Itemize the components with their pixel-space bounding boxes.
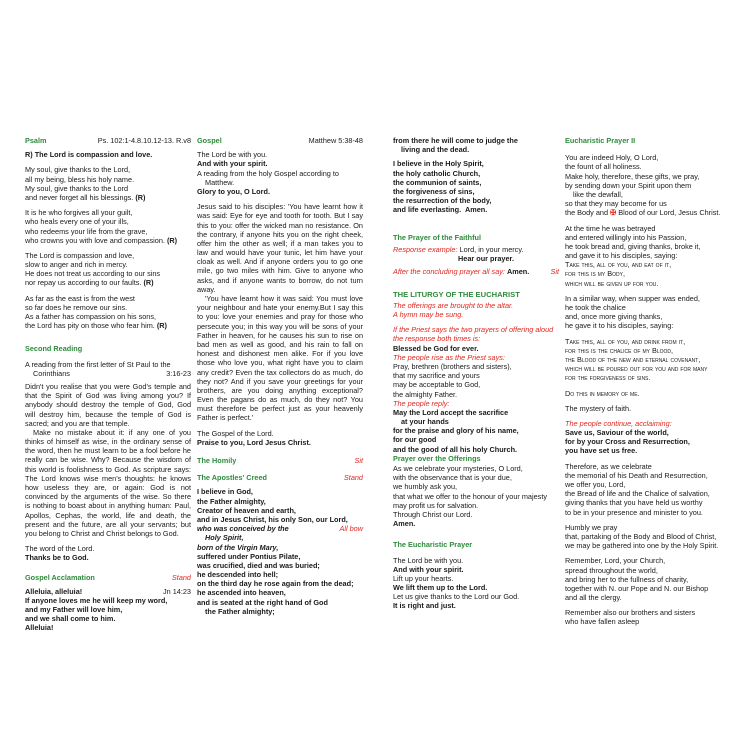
ep2-consecration-bread: Take this, all of you, and eat of it, for this is my Body, which will be given up for you. <box>565 260 672 288</box>
psalm-header <box>25 136 191 145</box>
ep2-p5: Humbly we pray that, partaking of the Body and Blood of Christ, we may be gathered into one by the Holy Spirit. <box>565 522 719 551</box>
ep2-p7: Remember also our brothers and sisters who have fallen asleep <box>565 608 696 627</box>
eucharist-liturgy-section <box>393 290 559 528</box>
stand-rubric: Stand <box>343 473 363 483</box>
sit-rubric: Sit <box>354 456 363 465</box>
second-reading-close: The word of the Lord. Thanks be to God. <box>25 544 95 563</box>
gospel-p1: Jesus said to his disciples: 'You have learnt how it was said: Eye for eye and tooth for tooth. But I say this to you: offer the wicked man no resistance. On the contrary, if anyone hits you on the right cheek, offer him the other as well; if a man takes you to law and would have your tunic, let him have your cloak as well. And if anyone orders you to go one mile, go two miles with him. Give to anyone who asks, and if anyone wants to borrow, do not turn away. <box>197 202 363 294</box>
second-reading-section <box>25 344 191 562</box>
ep2-p2: At the time he was betrayed and entered willingly into his Passion, he took bread and, giving thanks, broke it, and gave it to his disciples, saying: <box>565 223 701 261</box>
ep2-p4: Therefore, as we celebrate the memorial of his Death and Resurrection, we offer you, Lord, the Bread of life and the Chalice of salvation, giving thanks that you have held us worthy to be in your presence and minister to you. <box>565 461 710 517</box>
creed-header <box>197 473 363 482</box>
eucharistic-prayer-title: The Eucharistic Prayer <box>393 540 473 550</box>
faithful-section <box>393 233 559 277</box>
second-reading-p1: Didn't you realise that you were God's temple and that the Spirit of God was living among you? If anybody should destroy the temple of God, God will destroy him, because the temple of God is sacred; and you are that temple. <box>25 381 191 428</box>
gospel-p2: 'You have learnt how it was said: You must love your neighbour and hate your enemy.But I say this to you: love your enemies and pray for those who persecute you; in this way you will be sons of your Father in heaven, for he causes his sun to rise on bad men as well as good, and his rain to fall on honest and dishonest men alike. For if you love those who love you, what right have you to claim any credit? Even the tax collectors do as much, do they not? And if you save your greetings for your brothers, are you doing anything exceptional? Even the pagans do as much, do they not? You must therefore be perfect just as your heavenly Father is perfect.' <box>197 294 363 423</box>
cross-icon: ✠ <box>610 208 617 218</box>
psalm-title: Psalm <box>25 136 47 145</box>
homily-title: The Homily <box>197 456 237 465</box>
gospel-acclamation-title: Gospel Acclamation <box>25 572 95 582</box>
eucharistic-prayer-ii-title: Eucharistic Prayer II <box>565 136 636 145</box>
second-reading-intro: A reading from the first letter of St Paul to the Corinthians 3:16-23 <box>25 359 191 378</box>
ep2-p1: You are indeed Holy, O Lord, the fount of all holiness. Make holy, therefore, these gifts, we pray, by sending down your Spirit upon them like the dewfall, so that they may become for us the Body and ✠ Blood of our Lord, Jesus Christ. <box>565 153 721 218</box>
ep2-p3: In a similar way, when supper was ended, he took the chalice and, once more giving thanks, he gave it to his disciples, saying: <box>565 293 700 331</box>
psalm-stanza-2: It is he who forgives all your guilt, who heals every one of your ills, who redeems your life from the grave, who crowns you with love and compassion. (R) <box>25 208 178 245</box>
ep2-memory: Do this in memory of me. <box>565 388 640 398</box>
offering-response: If the Priest says the two prayers of offering aloud the response both times is: Blessed be God for ever. The people rise as the Priest says: Pray, brethren (brothers and sisters), that my sacrifice and yours may be acceptable to God, the almighty Father. The people reply: May the Lord accept the sacrifice at your hands for the praise and glory of his name, for our good and the good of all his holy Church. <box>393 325 554 454</box>
sit-rubric: Sit <box>550 267 559 277</box>
psalm-stanza-1: My soul, give thanks to the Lord, all my being, bless his holy name. My soul, give thanks to the Lord and never forget all his blessings. (R) <box>25 165 146 202</box>
gospel-close: The Gospel of the Lord. Praise to you, Lord Jesus Christ. <box>197 428 311 447</box>
offerings-rubric: The offerings are brought to the altar. A hymn may be sung. <box>393 300 514 319</box>
psalm-ref: Ps. 102:1-4.8.10.12-13. R.v8 <box>97 136 191 145</box>
column-2 <box>197 136 363 622</box>
stand-rubric: Stand <box>171 572 191 582</box>
gospel-header <box>197 136 363 145</box>
all-bow-rubric: All bow <box>339 524 363 534</box>
gospel-acclamation-section <box>25 573 191 633</box>
eucharistic-prayer-dialogue: The Lord be with you. And with your spirit. Lift up your hearts. We lift them up to the Lord. Let us give thanks to the Lord our God. It is right and just. <box>393 555 520 611</box>
ep2-mystery: The mystery of faith. <box>565 403 632 413</box>
faithful-conclusion: After the concluding prayer all say: Amen. Sit <box>393 267 559 277</box>
column-3 <box>393 136 559 617</box>
offerings-prayer-text: As we celebrate your mysteries, O Lord, with the observance that is your due, we humbly ask you, that what we offer to the honour of your majesty may profit us for salvation. Through Christ our Lord. Amen. <box>393 464 547 529</box>
ep2-p6: Remember, Lord, your Church, spread throughout the world, and bring her to the fullness of charity, together with N. our Pope and N. our Bishop and all the clergy. <box>565 556 709 603</box>
homily-header <box>197 456 363 465</box>
faithful-title: The Prayer of the Faithful <box>393 232 481 242</box>
ep2-consecration-chalice: Take this, all of you, and drink from it, for this is the chalice of my Blood, the Blood of the new and eternal covenant, which will be poured out for you and for many for the forgiveness of sins. <box>565 336 708 383</box>
creed-text: I believe in God, the Father almighty, Creator of heaven and earth, and in Jesus Christ, his only Son, our Lord, who was conceived by the All bow Holy Spirit, born of the Virgin Mary, suffered under Pontius Pilate, was crucified, died and was buried; he descended into hell; on the third day he rose again from the dead; he ascended into heaven, and is seated at the right hand of God the Father almighty; <box>197 487 363 616</box>
column-1 <box>25 136 191 639</box>
second-reading-p2: Make no mistake about it: if any one of you thinks of himself as wise, in the ordinary sense of the word, then he must learn to be a fool before he really can be wise. Why? Because the wisdom of this world is foolishness to God. As scripture says: The Lord knows wise men's thoughts: he knows how useless they are, or again: God is not convinced by the arguments of the wise. So there is nothing to boast about in anything human: Paul, Apollos, Cephas, the world, life and death, the present and the future, are all your servants; but you belong to Christ and Christ belongs to God. <box>25 427 191 538</box>
psalm-response: R) The Lord is compassion and love. <box>25 150 153 160</box>
psalm-stanza-4: As far as the east is from the west so far does he remove our sins. As a father has compassion on his sons, the Lord has pity on those who fear him. (R) <box>25 293 167 331</box>
column-4 <box>565 136 733 633</box>
gospel-dialogue: The Lord be with you. And with your spirit. A reading from the holy Gospel according to Matthew. Glory to you, O Lord. <box>197 150 339 196</box>
faithful-response: Response example: Lord, in your mercy. Hear our prayer. <box>393 244 524 263</box>
psalm-stanza-3: The Lord is compassion and love, slow to anger and rich in mercy. He does not treat us according to our sins nor repay us according to our faults. (R) <box>25 250 161 288</box>
creed-title: The Apostles' Creed <box>197 473 267 483</box>
gospel-ref: Matthew 5:38-48 <box>308 136 363 145</box>
eucharist-liturgy-title: THE LITURGY OF THE EUCHARIST <box>393 290 520 300</box>
creed-continued: from there he will come to judge the living and the dead. I believe in the Holy Spirit, the holy catholic Church, the communion of saints, the forgiveness of sins, the resurrection of the body, and life everlasting. Amen. <box>393 136 518 215</box>
ep2-acclamation: The people continue, acclaiming: Save us, Saviour of the world, for by your Cross and Resurrection, you have set us free. <box>565 418 690 456</box>
second-reading-title: Second Reading <box>25 344 83 354</box>
gospel-title: Gospel <box>197 136 222 145</box>
gospel-acclamation-text: Alleluia, alleluia! Jn 14:23 If anyone loves me he will keep my word, and my Father will love him, and we shall come to him. Alleluia! <box>25 586 191 633</box>
eucharistic-prayer-section <box>393 540 559 610</box>
offerings-prayer-title: Prayer over the Offerings <box>393 453 481 463</box>
